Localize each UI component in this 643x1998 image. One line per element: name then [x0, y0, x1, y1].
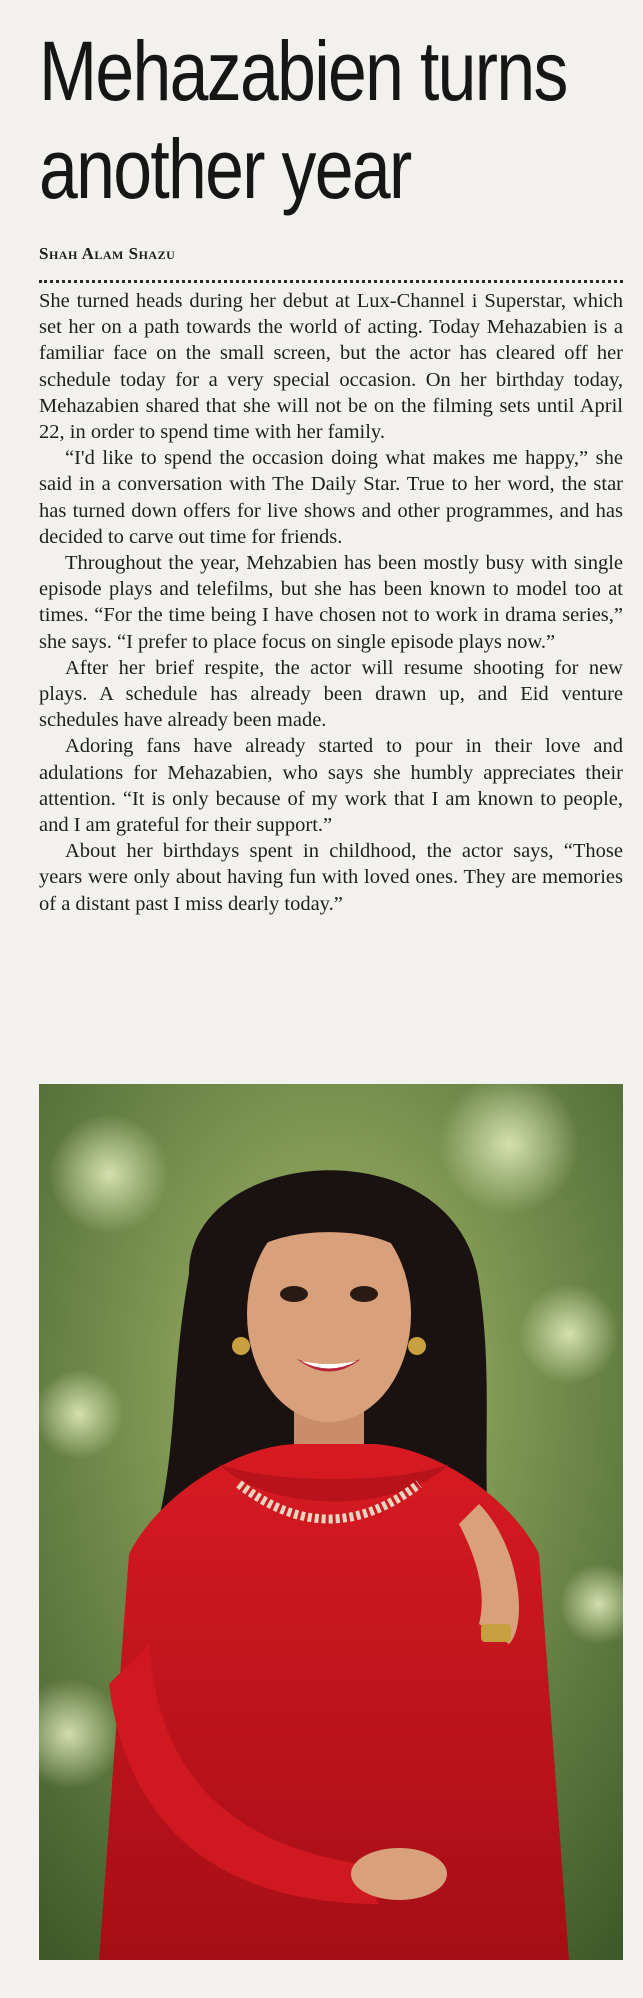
wrist-watch	[481, 1624, 511, 1642]
portrait-illustration	[39, 1084, 623, 1960]
portrait-photo	[39, 1084, 623, 1960]
hand	[351, 1848, 447, 1900]
byline: Shah Alam Shazu	[39, 244, 176, 263]
article-body	[39, 288, 623, 917]
right-eye	[350, 1286, 378, 1302]
headline	[39, 22, 628, 218]
article-column	[39, 0, 623, 915]
paragraph: “I'd like to spend the occasion doing what makes me happy,” she said in a conversation with The Daily Star. True to her word, the star has turned down offers for live shows and other programmes, and has decided to carve out time for friends.	[39, 447, 623, 548]
paragraph: After her brief respite, the actor will resume shooting for new plays. A schedule has already been drawn up, and Eid venture schedules have already been made.	[39, 656, 623, 732]
paragraph: Adoring fans have already started to pour in their love and adulations for Mehazabien, who says she humbly appreciates their attention. “It is only because of my work that I am known to people, and I am grateful for their support.”	[39, 735, 623, 837]
paragraph: Throughout the year, Mehzabien has been mostly busy with single episode plays and telefilms, but she has been known to model too at times. “For the time being I have chosen not to work in drama series,” she says. “I prefer to place focus on single episode plays now.”	[39, 552, 623, 653]
paragraph: About her birthdays spent in childhood, the actor says, “Those years were only about having fun with loved ones. They are memories of a distant past I miss dearly today.”	[39, 840, 623, 915]
right-earring	[408, 1337, 426, 1355]
headline-line-2: another year	[39, 122, 411, 216]
headline-line-1: Mehazabien turns	[39, 24, 567, 118]
left-eye	[280, 1286, 308, 1302]
paragraph: She turned heads during her debut at Lux-Channel i Superstar, which set her on a path towards the world of acting. Today Mehazabien is a familiar face on the small screen, but the actor has cleared off her schedule today for a very special occasion. On her birthday today, Mehazabien shared that she will not be on the filming sets until April 22, in order to spend time with her family.	[39, 290, 623, 444]
left-earring	[232, 1337, 250, 1355]
dotted-divider	[39, 280, 623, 283]
